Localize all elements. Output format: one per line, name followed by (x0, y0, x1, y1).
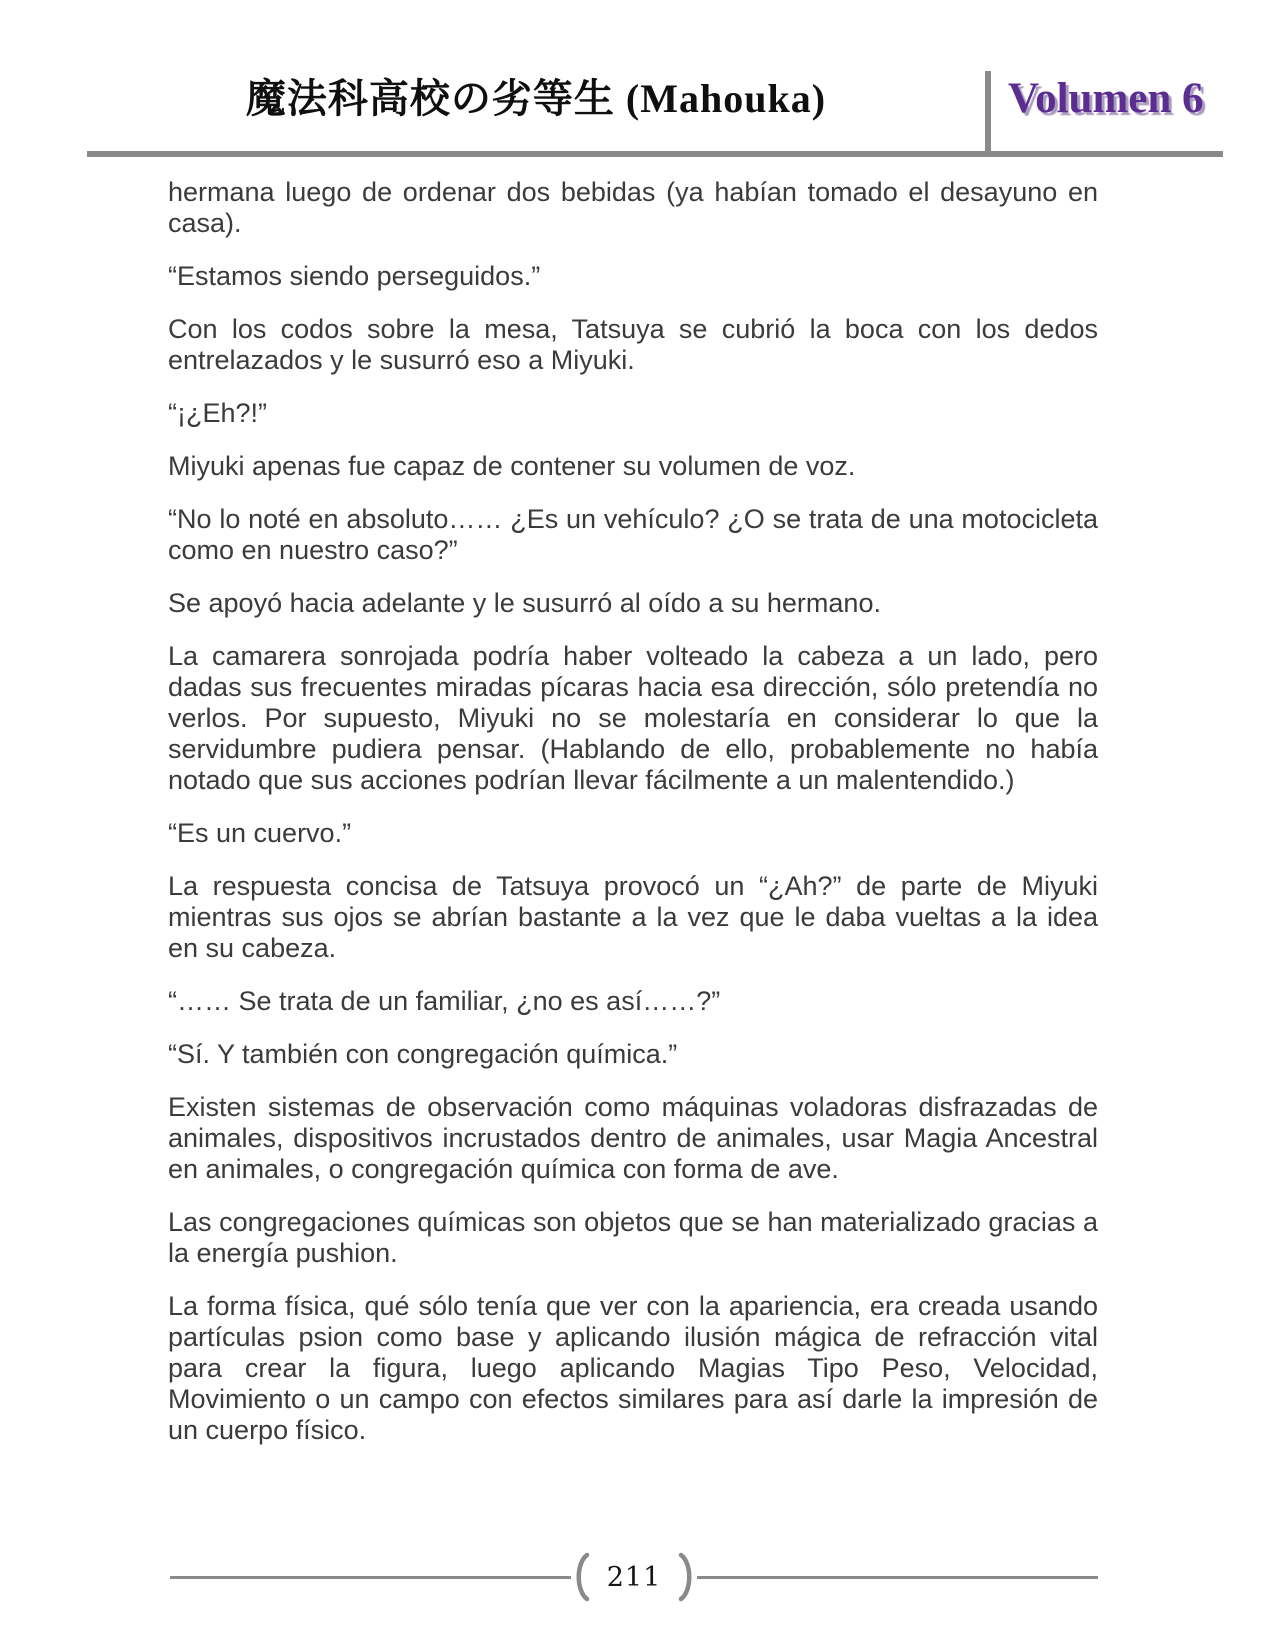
page-number: 211 (606, 1561, 662, 1593)
paragraph: Con los codos sobre la mesa, Tatsuya se cubrió la boca con los dedos entrelazados y le susurró eso a Miyuki. (168, 314, 1098, 375)
paragraph: Las congregaciones químicas son objetos que se han materializado gracias a la energía pushion. (168, 1207, 1098, 1268)
paragraph: “¡¿Eh?!” (168, 398, 268, 428)
left-bracket-ornament (571, 1552, 591, 1602)
paragraph: “Sí. Y también con congregación química.” (168, 1039, 678, 1069)
paragraph: La camarera sonrojada podría haber volteado la cabeza a un lado, pero dadas sus frecuentes miradas pícaras hacia esa dirección, sólo pretendía no verlos. Por supuesto, Miyuki no se molestaría en considerar lo que la servidumbre pudiera pensar. (Hablando de ello, probablemente no había notado que sus acciones podrían llevar fácilmente a un malentendido.) (168, 641, 1098, 795)
paragraph: “Es un cuervo.” (168, 818, 352, 848)
body-text (168, 177, 1098, 1468)
right-bracket-ornament (677, 1552, 697, 1602)
paragraph: “No lo noté en absoluto…… ¿Es un vehículo? ¿O se trata de una motocicleta como en nuestro caso?” (168, 504, 1098, 565)
header-vertical-divider (985, 71, 991, 153)
page-title: 魔法科高校の劣等生 (Mahouka) (245, 76, 827, 121)
paragraph: “…… Se trata de un familiar, ¿no es así……?” (168, 986, 721, 1016)
paragraph: Existen sistemas de observación como máquinas voladoras disfrazadas de animales, dispositivos incrustados dentro de animales, usar Magia Ancestral en animales, o congregación química con forma de ave. (168, 1092, 1098, 1184)
footer-line-right (697, 1576, 1098, 1579)
paragraph: Se apoyó hacia adelante y le susurró al oído a su hermano. (168, 588, 881, 618)
volume-label: Volumen 6 (1008, 75, 1204, 122)
page-footer (170, 1550, 1098, 1604)
paragraph: “Estamos siendo perseguidos.” (168, 261, 541, 291)
paragraph: La forma física, qué sólo tenía que ver con la apariencia, era creada usando partículas psion como base y aplicando ilusión mágica de refracción vital para crear la figura, luego aplicando Magias Tipo Peso, Velocidad, Movimiento o un campo con efectos similares para así darle la impresión de un cuerpo físico. (168, 1291, 1098, 1445)
paragraph: hermana luego de ordenar dos bebidas (ya habían tomado el desayuno en casa). (168, 177, 1098, 238)
header-horizontal-rule (87, 151, 1223, 157)
footer-line-left (170, 1576, 571, 1579)
paragraph: La respuesta concisa de Tatsuya provocó un “¿Ah?” de parte de Miyuki mientras sus ojos se abrían bastante a la vez que le daba vueltas a la idea en su cabeza. (168, 871, 1098, 963)
paragraph: Miyuki apenas fue capaz de contener su volumen de voz. (168, 451, 856, 481)
